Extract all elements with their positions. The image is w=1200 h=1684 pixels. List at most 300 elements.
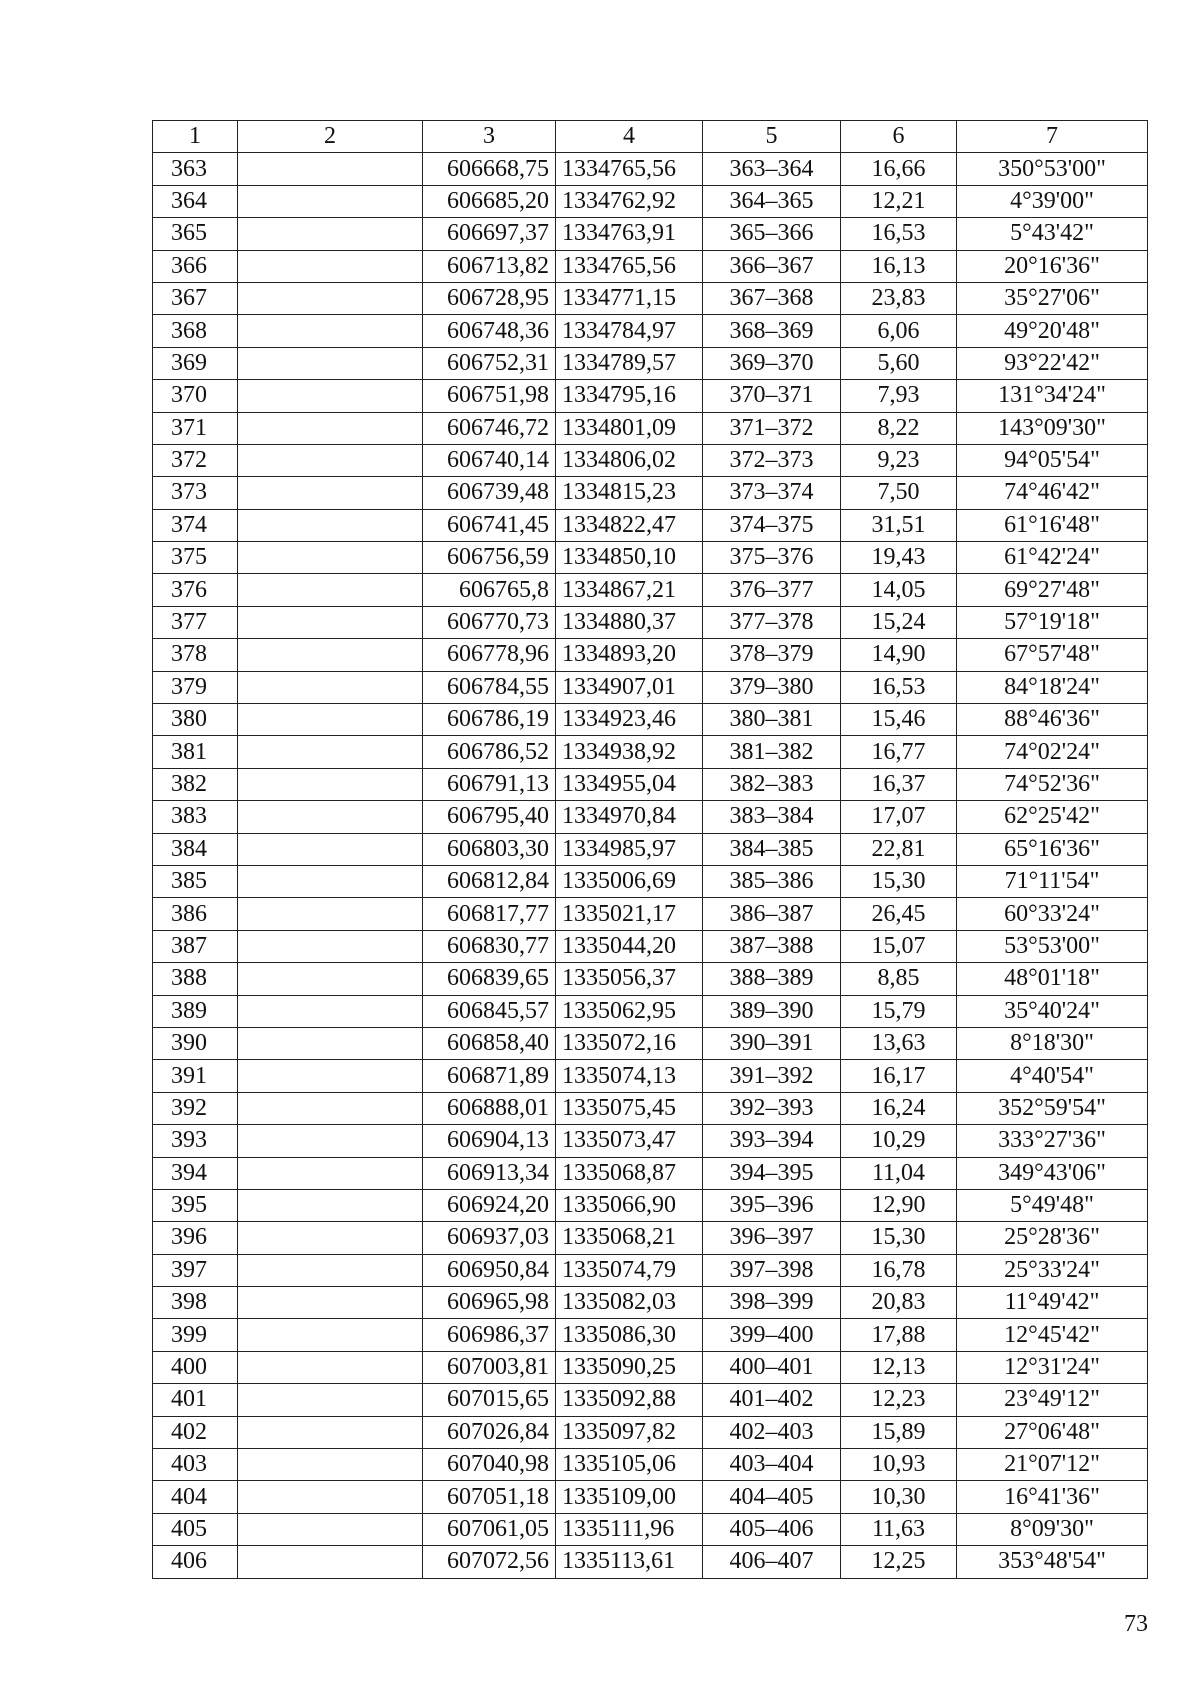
notes-cell <box>238 963 423 995</box>
y-coordinate-cell: 1335073,47 <box>556 1125 703 1157</box>
x-coordinate-cell: 606937,03 <box>423 1222 556 1254</box>
x-coordinate-cell: 606904,13 <box>423 1125 556 1157</box>
bearing-cell: 35°40'24" <box>957 995 1148 1027</box>
notes-cell <box>238 1384 423 1416</box>
y-coordinate-cell: 1335111,96 <box>556 1513 703 1545</box>
table-row <box>153 1157 1148 1189</box>
notes-cell <box>238 1060 423 1092</box>
length-cell: 17,07 <box>841 801 957 833</box>
bearing-cell: 62°25'42" <box>957 801 1148 833</box>
x-coordinate-cell: 606748,36 <box>423 315 556 347</box>
table-row <box>153 477 1148 509</box>
y-coordinate-cell: 1334765,56 <box>556 250 703 282</box>
bearing-cell: 21°07'12" <box>957 1449 1148 1481</box>
bearing-cell: 8°09'30" <box>957 1513 1148 1545</box>
notes-cell <box>238 250 423 282</box>
length-cell: 9,23 <box>841 444 957 476</box>
point-number-cell: 380 <box>153 704 238 736</box>
point-number-cell: 363 <box>153 153 238 185</box>
point-number-cell: 365 <box>153 218 238 250</box>
table-row <box>153 1254 1148 1286</box>
table-row <box>153 574 1148 606</box>
segment-cell: 372–373 <box>703 444 841 476</box>
point-number-cell: 364 <box>153 185 238 217</box>
point-number-cell: 372 <box>153 444 238 476</box>
length-cell: 10,29 <box>841 1125 957 1157</box>
length-cell: 15,30 <box>841 1222 957 1254</box>
bearing-cell: 25°33'24" <box>957 1254 1148 1286</box>
segment-cell: 382–383 <box>703 768 841 800</box>
point-number-cell: 402 <box>153 1416 238 1448</box>
header-cell: 2 <box>238 121 423 153</box>
bearing-cell: 35°27'06" <box>957 282 1148 314</box>
header-cell: 3 <box>423 121 556 153</box>
notes-cell <box>238 412 423 444</box>
segment-cell: 388–389 <box>703 963 841 995</box>
bearing-cell: 93°22'42" <box>957 347 1148 379</box>
point-number-cell: 395 <box>153 1189 238 1221</box>
x-coordinate-cell: 606871,89 <box>423 1060 556 1092</box>
point-number-cell: 389 <box>153 995 238 1027</box>
notes-cell <box>238 380 423 412</box>
x-coordinate-cell: 607051,18 <box>423 1481 556 1513</box>
y-coordinate-cell: 1335109,00 <box>556 1481 703 1513</box>
segment-cell: 380–381 <box>703 704 841 736</box>
point-number-cell: 370 <box>153 380 238 412</box>
bearing-cell: 84°18'24" <box>957 671 1148 703</box>
segment-cell: 384–385 <box>703 833 841 865</box>
y-coordinate-cell: 1334822,47 <box>556 509 703 541</box>
table-row <box>153 282 1148 314</box>
point-number-cell: 373 <box>153 477 238 509</box>
x-coordinate-cell: 606924,20 <box>423 1189 556 1221</box>
point-number-cell: 379 <box>153 671 238 703</box>
table-row <box>153 218 1148 250</box>
bearing-cell: 333°27'36" <box>957 1125 1148 1157</box>
point-number-cell: 400 <box>153 1351 238 1383</box>
point-number-cell: 377 <box>153 606 238 638</box>
y-coordinate-cell: 1334907,01 <box>556 671 703 703</box>
x-coordinate-cell: 606765,8 <box>423 574 556 606</box>
table-row <box>153 1481 1148 1513</box>
table-row <box>153 1319 1148 1351</box>
bearing-cell: 57°19'18" <box>957 606 1148 638</box>
segment-cell: 373–374 <box>703 477 841 509</box>
table-row <box>153 1546 1148 1578</box>
length-cell: 14,90 <box>841 639 957 671</box>
segment-cell: 401–402 <box>703 1384 841 1416</box>
notes-cell <box>238 1189 423 1221</box>
point-number-cell: 399 <box>153 1319 238 1351</box>
bearing-cell: 131°34'24" <box>957 380 1148 412</box>
table-row <box>153 801 1148 833</box>
segment-cell: 381–382 <box>703 736 841 768</box>
y-coordinate-cell: 1334795,16 <box>556 380 703 412</box>
x-coordinate-cell: 606965,98 <box>423 1287 556 1319</box>
length-cell: 8,22 <box>841 412 957 444</box>
segment-cell: 363–364 <box>703 153 841 185</box>
length-cell: 14,05 <box>841 574 957 606</box>
notes-cell <box>238 315 423 347</box>
y-coordinate-cell: 1335086,30 <box>556 1319 703 1351</box>
bearing-cell: 5°49'48" <box>957 1189 1148 1221</box>
x-coordinate-cell: 606817,77 <box>423 898 556 930</box>
bearing-cell: 11°49'42" <box>957 1287 1148 1319</box>
point-number-cell: 368 <box>153 315 238 347</box>
y-coordinate-cell: 1334765,56 <box>556 153 703 185</box>
x-coordinate-cell: 606784,55 <box>423 671 556 703</box>
length-cell: 16,77 <box>841 736 957 768</box>
notes-cell <box>238 606 423 638</box>
y-coordinate-cell: 1335068,87 <box>556 1157 703 1189</box>
notes-cell <box>238 1125 423 1157</box>
bearing-cell: 23°49'12" <box>957 1384 1148 1416</box>
point-number-cell: 391 <box>153 1060 238 1092</box>
point-number-cell: 371 <box>153 412 238 444</box>
length-cell: 16,66 <box>841 153 957 185</box>
segment-cell: 366–367 <box>703 250 841 282</box>
notes-cell <box>238 1222 423 1254</box>
table-row <box>153 768 1148 800</box>
x-coordinate-cell: 606752,31 <box>423 347 556 379</box>
notes-cell <box>238 1157 423 1189</box>
y-coordinate-cell: 1335075,45 <box>556 1092 703 1124</box>
table-row <box>153 1125 1148 1157</box>
y-coordinate-cell: 1335062,95 <box>556 995 703 1027</box>
table-row <box>153 995 1148 1027</box>
notes-cell <box>238 1254 423 1286</box>
segment-cell: 389–390 <box>703 995 841 1027</box>
header-cell: 4 <box>556 121 703 153</box>
segment-cell: 396–397 <box>703 1222 841 1254</box>
coordinates-table <box>152 120 1148 1579</box>
segment-cell: 364–365 <box>703 185 841 217</box>
notes-cell <box>238 218 423 250</box>
notes-cell <box>238 1319 423 1351</box>
x-coordinate-cell: 606839,65 <box>423 963 556 995</box>
page-number: 73 <box>1124 1611 1148 1637</box>
length-cell: 6,06 <box>841 315 957 347</box>
point-number-cell: 369 <box>153 347 238 379</box>
y-coordinate-cell: 1335082,03 <box>556 1287 703 1319</box>
notes-cell <box>238 509 423 541</box>
length-cell: 17,88 <box>841 1319 957 1351</box>
segment-cell: 392–393 <box>703 1092 841 1124</box>
x-coordinate-cell: 606751,98 <box>423 380 556 412</box>
table-row <box>153 1287 1148 1319</box>
x-coordinate-cell: 606888,01 <box>423 1092 556 1124</box>
table-row <box>153 1384 1148 1416</box>
length-cell: 19,43 <box>841 542 957 574</box>
notes-cell <box>238 574 423 606</box>
point-number-cell: 382 <box>153 768 238 800</box>
length-cell: 16,17 <box>841 1060 957 1092</box>
notes-cell <box>238 704 423 736</box>
bearing-cell: 4°39'00" <box>957 185 1148 217</box>
segment-cell: 367–368 <box>703 282 841 314</box>
length-cell: 16,24 <box>841 1092 957 1124</box>
notes-cell <box>238 736 423 768</box>
segment-cell: 374–375 <box>703 509 841 541</box>
table-row <box>153 444 1148 476</box>
x-coordinate-cell: 606741,45 <box>423 509 556 541</box>
table-row <box>153 930 1148 962</box>
point-number-cell: 394 <box>153 1157 238 1189</box>
table-row <box>153 153 1148 185</box>
length-cell: 11,63 <box>841 1513 957 1545</box>
notes-cell <box>238 477 423 509</box>
x-coordinate-cell: 606728,95 <box>423 282 556 314</box>
y-coordinate-cell: 1334923,46 <box>556 704 703 736</box>
bearing-cell: 27°06'48" <box>957 1416 1148 1448</box>
table-row <box>153 865 1148 897</box>
table-row <box>153 1222 1148 1254</box>
y-coordinate-cell: 1335092,88 <box>556 1384 703 1416</box>
x-coordinate-cell: 606746,72 <box>423 412 556 444</box>
notes-cell <box>238 444 423 476</box>
point-number-cell: 403 <box>153 1449 238 1481</box>
segment-cell: 402–403 <box>703 1416 841 1448</box>
y-coordinate-cell: 1334970,84 <box>556 801 703 833</box>
bearing-cell: 60°33'24" <box>957 898 1148 930</box>
x-coordinate-cell: 606812,84 <box>423 865 556 897</box>
table-row <box>153 963 1148 995</box>
length-cell: 16,78 <box>841 1254 957 1286</box>
x-coordinate-cell: 606791,13 <box>423 768 556 800</box>
table-row <box>153 412 1148 444</box>
notes-cell <box>238 898 423 930</box>
length-cell: 10,30 <box>841 1481 957 1513</box>
y-coordinate-cell: 1334771,15 <box>556 282 703 314</box>
bearing-cell: 65°16'36" <box>957 833 1148 865</box>
x-coordinate-cell: 606697,37 <box>423 218 556 250</box>
y-coordinate-cell: 1334784,97 <box>556 315 703 347</box>
point-number-cell: 385 <box>153 865 238 897</box>
point-number-cell: 386 <box>153 898 238 930</box>
segment-cell: 386–387 <box>703 898 841 930</box>
segment-cell: 399–400 <box>703 1319 841 1351</box>
length-cell: 12,13 <box>841 1351 957 1383</box>
y-coordinate-cell: 1335074,13 <box>556 1060 703 1092</box>
length-cell: 20,83 <box>841 1287 957 1319</box>
segment-cell: 406–407 <box>703 1546 841 1578</box>
table-row <box>153 250 1148 282</box>
x-coordinate-cell: 607026,84 <box>423 1416 556 1448</box>
segment-cell: 371–372 <box>703 412 841 444</box>
y-coordinate-cell: 1334763,91 <box>556 218 703 250</box>
point-number-cell: 397 <box>153 1254 238 1286</box>
segment-cell: 397–398 <box>703 1254 841 1286</box>
notes-cell <box>238 1513 423 1545</box>
bearing-cell: 88°46'36" <box>957 704 1148 736</box>
y-coordinate-cell: 1335113,61 <box>556 1546 703 1578</box>
length-cell: 23,83 <box>841 282 957 314</box>
bearing-cell: 61°16'48" <box>957 509 1148 541</box>
x-coordinate-cell: 606685,20 <box>423 185 556 217</box>
y-coordinate-cell: 1335090,25 <box>556 1351 703 1383</box>
x-coordinate-cell: 606986,37 <box>423 1319 556 1351</box>
bearing-cell: 20°16'36" <box>957 250 1148 282</box>
table-row <box>153 509 1148 541</box>
x-coordinate-cell: 606845,57 <box>423 995 556 1027</box>
notes-cell <box>238 1546 423 1578</box>
length-cell: 16,53 <box>841 671 957 703</box>
notes-cell <box>238 347 423 379</box>
y-coordinate-cell: 1334789,57 <box>556 347 703 379</box>
x-coordinate-cell: 606795,40 <box>423 801 556 833</box>
segment-cell: 390–391 <box>703 1027 841 1059</box>
point-number-cell: 401 <box>153 1384 238 1416</box>
table-row <box>153 347 1148 379</box>
point-number-cell: 366 <box>153 250 238 282</box>
x-coordinate-cell: 606770,73 <box>423 606 556 638</box>
length-cell: 15,79 <box>841 995 957 1027</box>
point-number-cell: 387 <box>153 930 238 962</box>
y-coordinate-cell: 1335006,69 <box>556 865 703 897</box>
x-coordinate-cell: 606668,75 <box>423 153 556 185</box>
point-number-cell: 378 <box>153 639 238 671</box>
bearing-cell: 12°45'42" <box>957 1319 1148 1351</box>
segment-cell: 405–406 <box>703 1513 841 1545</box>
table-row <box>153 1351 1148 1383</box>
x-coordinate-cell: 607061,05 <box>423 1513 556 1545</box>
bearing-cell: 61°42'24" <box>957 542 1148 574</box>
length-cell: 16,37 <box>841 768 957 800</box>
table-row <box>153 1449 1148 1481</box>
length-cell: 31,51 <box>841 509 957 541</box>
y-coordinate-cell: 1334815,23 <box>556 477 703 509</box>
bearing-cell: 349°43'06" <box>957 1157 1148 1189</box>
bearing-cell: 74°46'42" <box>957 477 1148 509</box>
y-coordinate-cell: 1334801,09 <box>556 412 703 444</box>
notes-cell <box>238 1481 423 1513</box>
y-coordinate-cell: 1334938,92 <box>556 736 703 768</box>
y-coordinate-cell: 1335066,90 <box>556 1189 703 1221</box>
point-number-cell: 405 <box>153 1513 238 1545</box>
bearing-cell: 71°11'54" <box>957 865 1148 897</box>
x-coordinate-cell: 606950,84 <box>423 1254 556 1286</box>
segment-cell: 387–388 <box>703 930 841 962</box>
bearing-cell: 49°20'48" <box>957 315 1148 347</box>
segment-cell: 404–405 <box>703 1481 841 1513</box>
x-coordinate-cell: 606756,59 <box>423 542 556 574</box>
bearing-cell: 48°01'18" <box>957 963 1148 995</box>
bearing-cell: 143°09'30" <box>957 412 1148 444</box>
point-number-cell: 398 <box>153 1287 238 1319</box>
notes-cell <box>238 995 423 1027</box>
bearing-cell: 16°41'36" <box>957 1481 1148 1513</box>
length-cell: 7,50 <box>841 477 957 509</box>
table-row <box>153 1189 1148 1221</box>
length-cell: 15,07 <box>841 930 957 962</box>
point-number-cell: 374 <box>153 509 238 541</box>
table-row <box>153 1060 1148 1092</box>
notes-cell <box>238 153 423 185</box>
x-coordinate-cell: 607040,98 <box>423 1449 556 1481</box>
notes-cell <box>238 542 423 574</box>
x-coordinate-cell: 606739,48 <box>423 477 556 509</box>
y-coordinate-cell: 1335097,82 <box>556 1416 703 1448</box>
x-coordinate-cell: 606858,40 <box>423 1027 556 1059</box>
point-number-cell: 390 <box>153 1027 238 1059</box>
bearing-cell: 67°57'48" <box>957 639 1148 671</box>
header-cell: 1 <box>153 121 238 153</box>
table-row <box>153 1027 1148 1059</box>
segment-cell: 400–401 <box>703 1351 841 1383</box>
x-coordinate-cell: 606740,14 <box>423 444 556 476</box>
length-cell: 26,45 <box>841 898 957 930</box>
length-cell: 10,93 <box>841 1449 957 1481</box>
notes-cell <box>238 865 423 897</box>
segment-cell: 379–380 <box>703 671 841 703</box>
bearing-cell: 353°48'54" <box>957 1546 1148 1578</box>
y-coordinate-cell: 1335056,37 <box>556 963 703 995</box>
segment-cell: 375–376 <box>703 542 841 574</box>
notes-cell <box>238 801 423 833</box>
notes-cell <box>238 768 423 800</box>
header-row <box>153 121 1148 153</box>
y-coordinate-cell: 1334762,92 <box>556 185 703 217</box>
point-number-cell: 381 <box>153 736 238 768</box>
point-number-cell: 384 <box>153 833 238 865</box>
header-cell: 7 <box>957 121 1148 153</box>
bearing-cell: 4°40'54" <box>957 1060 1148 1092</box>
point-number-cell: 367 <box>153 282 238 314</box>
segment-cell: 398–399 <box>703 1287 841 1319</box>
point-number-cell: 383 <box>153 801 238 833</box>
segment-cell: 368–369 <box>703 315 841 347</box>
table-row <box>153 833 1148 865</box>
length-cell: 12,25 <box>841 1546 957 1578</box>
notes-cell <box>238 1287 423 1319</box>
length-cell: 12,90 <box>841 1189 957 1221</box>
y-coordinate-cell: 1334867,21 <box>556 574 703 606</box>
notes-cell <box>238 1351 423 1383</box>
bearing-cell: 350°53'00" <box>957 153 1148 185</box>
y-coordinate-cell: 1335074,79 <box>556 1254 703 1286</box>
bearing-cell: 25°28'36" <box>957 1222 1148 1254</box>
notes-cell <box>238 639 423 671</box>
bearing-cell: 74°02'24" <box>957 736 1148 768</box>
y-coordinate-cell: 1335105,06 <box>556 1449 703 1481</box>
header-cell: 6 <box>841 121 957 153</box>
header-cell: 5 <box>703 121 841 153</box>
point-number-cell: 393 <box>153 1125 238 1157</box>
table-row <box>153 185 1148 217</box>
length-cell: 7,93 <box>841 380 957 412</box>
length-cell: 5,60 <box>841 347 957 379</box>
segment-cell: 394–395 <box>703 1157 841 1189</box>
x-coordinate-cell: 607072,56 <box>423 1546 556 1578</box>
table-row <box>153 315 1148 347</box>
table-row <box>153 639 1148 671</box>
length-cell: 16,53 <box>841 218 957 250</box>
segment-cell: 393–394 <box>703 1125 841 1157</box>
length-cell: 11,04 <box>841 1157 957 1189</box>
segment-cell: 391–392 <box>703 1060 841 1092</box>
y-coordinate-cell: 1335044,20 <box>556 930 703 962</box>
segment-cell: 395–396 <box>703 1189 841 1221</box>
table-row <box>153 704 1148 736</box>
table-row <box>153 1513 1148 1545</box>
bearing-cell: 53°53'00" <box>957 930 1148 962</box>
length-cell: 15,30 <box>841 865 957 897</box>
segment-cell: 383–384 <box>703 801 841 833</box>
segment-cell: 385–386 <box>703 865 841 897</box>
y-coordinate-cell: 1334850,10 <box>556 542 703 574</box>
table-row <box>153 898 1148 930</box>
table-row <box>153 606 1148 638</box>
